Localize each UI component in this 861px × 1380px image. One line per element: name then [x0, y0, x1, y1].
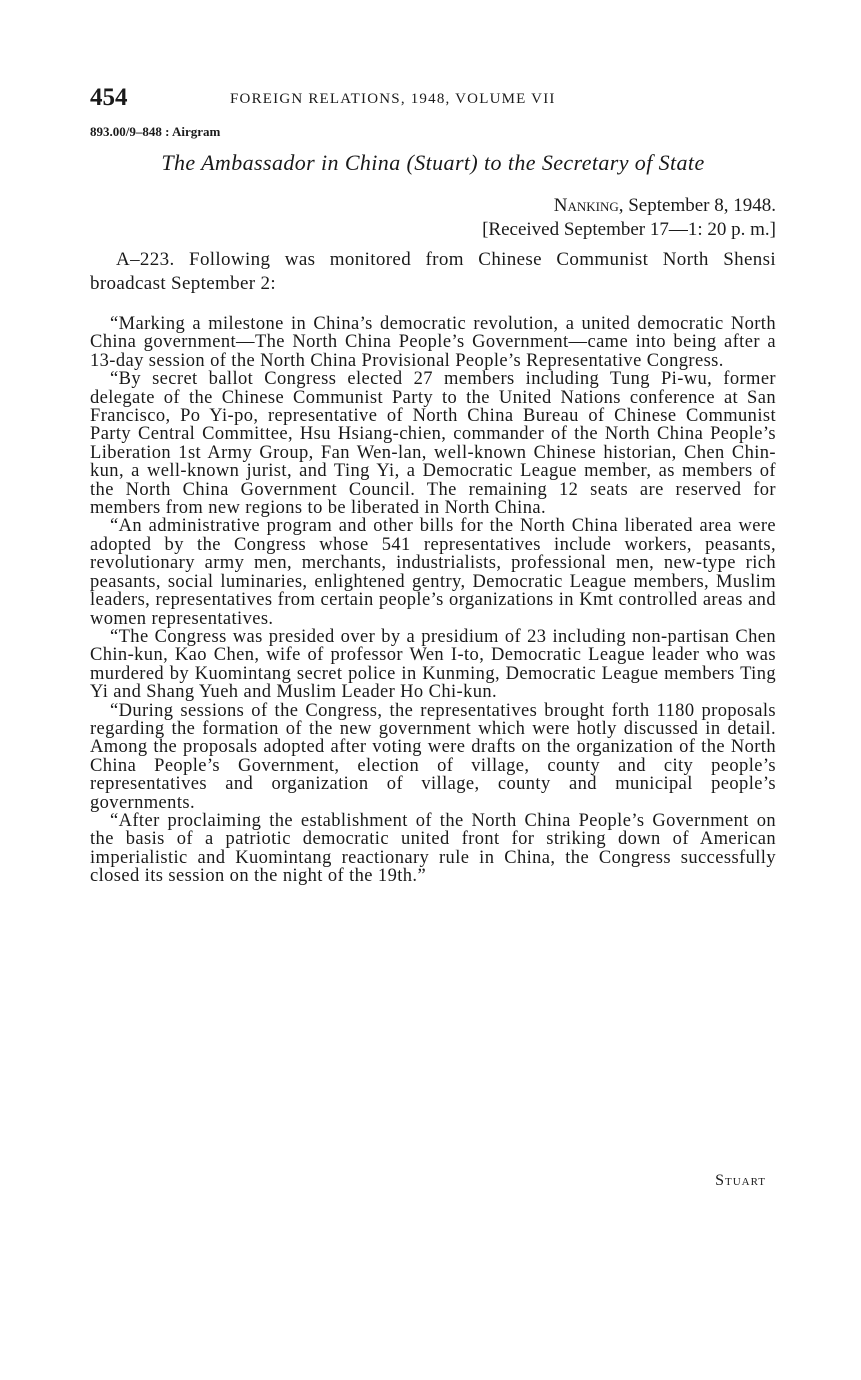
- running-head: [90, 84, 776, 124]
- quoted-broadcast: [90, 315, 776, 886]
- intro-paragraph: A–223. Following was monitored from Chinese Communist North Shensi broadcast September 2:: [90, 249, 776, 294]
- signature: Stuart: [715, 1172, 766, 1189]
- quote-paragraph: “The Congress was presided over by a presidium of 23 including non-partisan Chen Chin-kun, Kao Chen, wife of professor Wen I-to, Democratic League leader who was murdered by Kuomintang secret police in Kunming, Democratic League members Ting Yi and Shang Yueh and Muslim Leader Ho Chi-kun.: [90, 626, 776, 703]
- date: , September 8, 1948.: [618, 195, 776, 216]
- quote-paragraph: “During sessions of the Congress, the representatives brought forth 1180 proposals regarding the formation of the new government which were hotly discussed in detail. Among the proposals adopted after voting were drafts on the organization of the North China People’s Government, election of village, county and city people’s representatives and organization of village, county and municipal people’s governments.: [90, 700, 776, 813]
- file-number: 893.00/9–848 : Airgram: [90, 124, 221, 139]
- document-page: [90, 84, 776, 886]
- page-number: 454: [90, 84, 128, 111]
- quote-paragraph: “After proclaiming the establishment of the North China People’s Government on the basis of a patriotic democratic united front for striking down of American imperialistic and Kuomintang reactionary rule in China, the Congress successfully closed its session on the night of the 19th.”: [90, 810, 776, 887]
- date-line: [90, 194, 776, 218]
- document-title: The Ambassador in China (Stuart) to the Secretary of State: [161, 150, 705, 175]
- quote-paragraph: “Marking a milestone in China’s democratic revolution, a united democratic North China government—The North China People’s Government—came into being after a 13-day session of the North China Provisional People’s Representative Congress.: [90, 314, 776, 371]
- dateline: [90, 194, 776, 242]
- received-line: [Received September 17—1: 20 p. m.]: [482, 219, 776, 240]
- quote-paragraph: “By secret ballot Congress elected 27 members including Tung Pi-wu, former delegate of the Chinese Communist Party to the United Nations conference at San Francisco, Po Yi-po, representative of North China Bureau of Chinese Communist Party Central Committee, Hsu Hsiang-chien, commander of the North China People’s Liberation 1st Army Group, Fan Wen-lan, well-known Chinese historian, Chen Chin-kun, a well-known jurist, and Ting Yi, a Democratic League member, as members of the North China Government Council. The remaining 12 seats are reserved for members from new regions to be liberated in North China.: [90, 369, 776, 519]
- place: Nanking: [553, 195, 619, 216]
- quote-paragraph: “An administrative program and other bills for the North China liberated area were adopted by the Congress whose 541 representatives include workers, peasants, revolutionary army men, merchants, industrialists, professional men, new-type rich peasants, social luminaries, enlightened gentry, Democratic League members, Muslim leaders, representatives from certain people’s organizations in Kmt controlled areas and women representatives.: [90, 516, 776, 629]
- running-title: FOREIGN RELATIONS, 1948, VOLUME VII: [230, 91, 556, 107]
